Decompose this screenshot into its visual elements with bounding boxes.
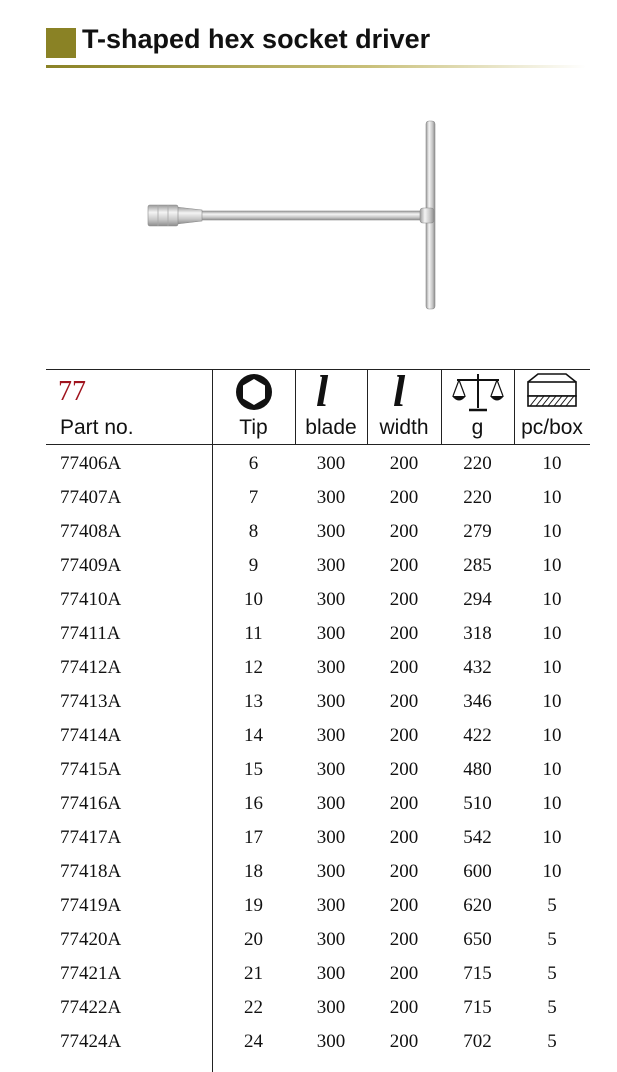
title-accent-square	[46, 28, 76, 58]
blade-cell: 300	[316, 623, 346, 644]
pc-box-cell: 10	[542, 793, 562, 814]
table-row	[0, 857, 617, 891]
title-bar	[46, 22, 586, 70]
part-number-cell: 77413A	[60, 691, 122, 712]
table-row	[0, 653, 617, 687]
part-number-cell: 77414A	[60, 725, 122, 746]
column-header-tip: Tip	[239, 416, 268, 439]
pc-box-cell: 10	[542, 589, 562, 610]
blade-cell: 300	[316, 487, 346, 508]
part-number-cell: 77421A	[60, 963, 122, 984]
tip-cell: 19	[244, 895, 263, 916]
weight-cell: 650	[463, 929, 492, 950]
weight-cell: 715	[463, 963, 492, 984]
part-number-cell: 77407A	[60, 487, 122, 508]
table-row	[0, 619, 617, 653]
blade-cell: 300	[316, 691, 346, 712]
width-cell: 200	[389, 453, 419, 474]
tip-cell: 20	[244, 929, 263, 950]
blade-cell: 300	[316, 827, 346, 848]
tip-cell: 8	[248, 521, 259, 542]
column-header-pcbox: pc/box	[521, 416, 583, 439]
tip-cell: 17	[244, 827, 263, 848]
weight-cell: 510	[463, 793, 492, 814]
blade-cell: 300	[316, 963, 346, 984]
blade-cell: 300	[316, 725, 346, 746]
part-number-cell: 77424A	[60, 1031, 122, 1052]
table-row	[0, 755, 617, 789]
weight-cell: 702	[463, 1031, 492, 1052]
blade-cell: 300	[316, 555, 346, 576]
tip-cell: 18	[244, 861, 263, 882]
pc-box-cell: 10	[542, 827, 562, 848]
tip-cell: 11	[244, 623, 263, 644]
part-number-cell: 77411A	[60, 623, 121, 644]
width-cell: 200	[389, 623, 419, 644]
blade-cell: 300	[316, 861, 346, 882]
width-cell: 200	[389, 827, 419, 848]
page-title: T-shaped hex socket driver	[82, 24, 431, 54]
pc-box-cell: 10	[542, 725, 562, 746]
blade-cell: 300	[316, 929, 346, 950]
pc-box-cell: 5	[547, 929, 557, 950]
blade-cell: 300	[316, 453, 346, 474]
table-row	[0, 993, 617, 1027]
table-row	[0, 925, 617, 959]
width-cell: 200	[389, 997, 419, 1018]
weight-cell: 294	[463, 589, 492, 610]
t-handle-hex-socket-driver-icon	[130, 115, 460, 315]
weight-cell: 220	[463, 487, 492, 508]
table-row	[0, 959, 617, 993]
pc-box-cell: 10	[542, 521, 562, 542]
table-row	[0, 891, 617, 925]
tip-cell: 10	[244, 589, 263, 610]
blade-cell: 300	[316, 793, 346, 814]
pc-box-cell: 10	[542, 759, 562, 780]
pc-box-cell: 10	[542, 453, 562, 474]
width-cell: 200	[389, 691, 419, 712]
weight-cell: 422	[463, 725, 492, 746]
part-number-cell: 77417A	[60, 827, 122, 848]
pc-box-cell: 10	[542, 487, 562, 508]
tip-cell: 7	[248, 487, 259, 508]
blade-cell: 300	[316, 997, 346, 1018]
blade-cell: 300	[316, 657, 346, 678]
tip-cell: 13	[244, 691, 263, 712]
part-number-cell: 77422A	[60, 997, 122, 1018]
socket-head	[148, 205, 178, 226]
column-header-width: width	[379, 416, 429, 439]
table-row	[0, 687, 617, 721]
shaft-joint	[420, 208, 434, 223]
weight-cell: 600	[463, 861, 492, 882]
weight-cell: 279	[463, 521, 492, 542]
width-cell: 200	[389, 521, 419, 542]
pc-box-cell: 10	[542, 555, 562, 576]
tip-cell: 12	[244, 657, 263, 678]
pc-box-cell: 5	[547, 1031, 557, 1052]
width-cell: 200	[389, 555, 419, 576]
part-number-cell: 77410A	[60, 589, 122, 610]
part-number-cell: 77406A	[60, 453, 122, 474]
blade-cell: 300	[316, 759, 346, 780]
weight-cell: 715	[463, 997, 492, 1018]
length-l-icon: l	[393, 367, 406, 416]
blade-cell: 300	[316, 895, 346, 916]
tip-cell: 9	[248, 555, 259, 576]
series-label: 77	[58, 376, 86, 407]
weight-cell: 620	[463, 895, 492, 916]
column-header-weight: g	[471, 416, 484, 439]
scale-icon	[451, 372, 505, 412]
table-row	[0, 483, 617, 517]
width-cell: 200	[389, 963, 419, 984]
width-cell: 200	[389, 895, 419, 916]
blade-cell: 300	[316, 1031, 346, 1052]
part-number-cell: 77416A	[60, 793, 122, 814]
weight-cell: 480	[463, 759, 492, 780]
tip-cell: 15	[244, 759, 263, 780]
width-cell: 200	[389, 929, 419, 950]
part-number-cell: 77408A	[60, 521, 122, 542]
weight-cell: 318	[463, 623, 492, 644]
driver-shaft	[200, 211, 430, 220]
blade-cell: 300	[316, 521, 346, 542]
width-cell: 200	[389, 861, 419, 882]
tip-cell: 14	[244, 725, 263, 746]
part-number-cell: 77412A	[60, 657, 122, 678]
tip-cell: 22	[244, 997, 263, 1018]
column-header-blade: blade	[305, 416, 357, 439]
pc-box-cell: 10	[542, 657, 562, 678]
part-number-cell: 77415A	[60, 759, 122, 780]
table-row	[0, 789, 617, 823]
width-cell: 200	[389, 759, 419, 780]
table-header-rule	[46, 444, 590, 445]
part-number-cell: 77409A	[60, 555, 122, 576]
length-l-icon: l	[316, 367, 329, 416]
pc-box-cell: 5	[547, 997, 557, 1018]
table-row	[0, 551, 617, 585]
tip-cell: 21	[244, 963, 263, 984]
part-number-cell: 77419A	[60, 895, 122, 916]
table-row	[0, 823, 617, 857]
pc-box-cell: 5	[547, 963, 557, 984]
table-row	[0, 1027, 617, 1061]
column-header-part: Part no.	[60, 416, 134, 439]
width-cell: 200	[389, 589, 419, 610]
hex-socket-icon	[234, 372, 274, 412]
weight-cell: 285	[463, 555, 492, 576]
box-icon	[524, 372, 580, 410]
weight-cell: 346	[463, 691, 492, 712]
table-row	[0, 585, 617, 619]
pc-box-cell: 10	[542, 861, 562, 882]
width-cell: 200	[389, 793, 419, 814]
weight-cell: 542	[463, 827, 492, 848]
tip-cell: 24	[244, 1031, 263, 1052]
part-number-cell: 77418A	[60, 861, 122, 882]
table-row	[0, 449, 617, 483]
socket-taper	[176, 207, 202, 224]
pc-box-cell: 10	[542, 691, 562, 712]
tip-cell: 6	[248, 453, 259, 474]
width-cell: 200	[389, 487, 419, 508]
table-row	[0, 721, 617, 755]
title-underline	[46, 65, 586, 68]
width-cell: 200	[389, 725, 419, 746]
part-number-cell: 77420A	[60, 929, 122, 950]
pc-box-cell: 10	[542, 623, 562, 644]
weight-cell: 432	[463, 657, 492, 678]
width-cell: 200	[389, 657, 419, 678]
pc-box-cell: 5	[547, 895, 557, 916]
table-row	[0, 517, 617, 551]
weight-cell: 220	[463, 453, 492, 474]
width-cell: 200	[389, 1031, 419, 1052]
blade-cell: 300	[316, 589, 346, 610]
tip-cell: 16	[244, 793, 263, 814]
